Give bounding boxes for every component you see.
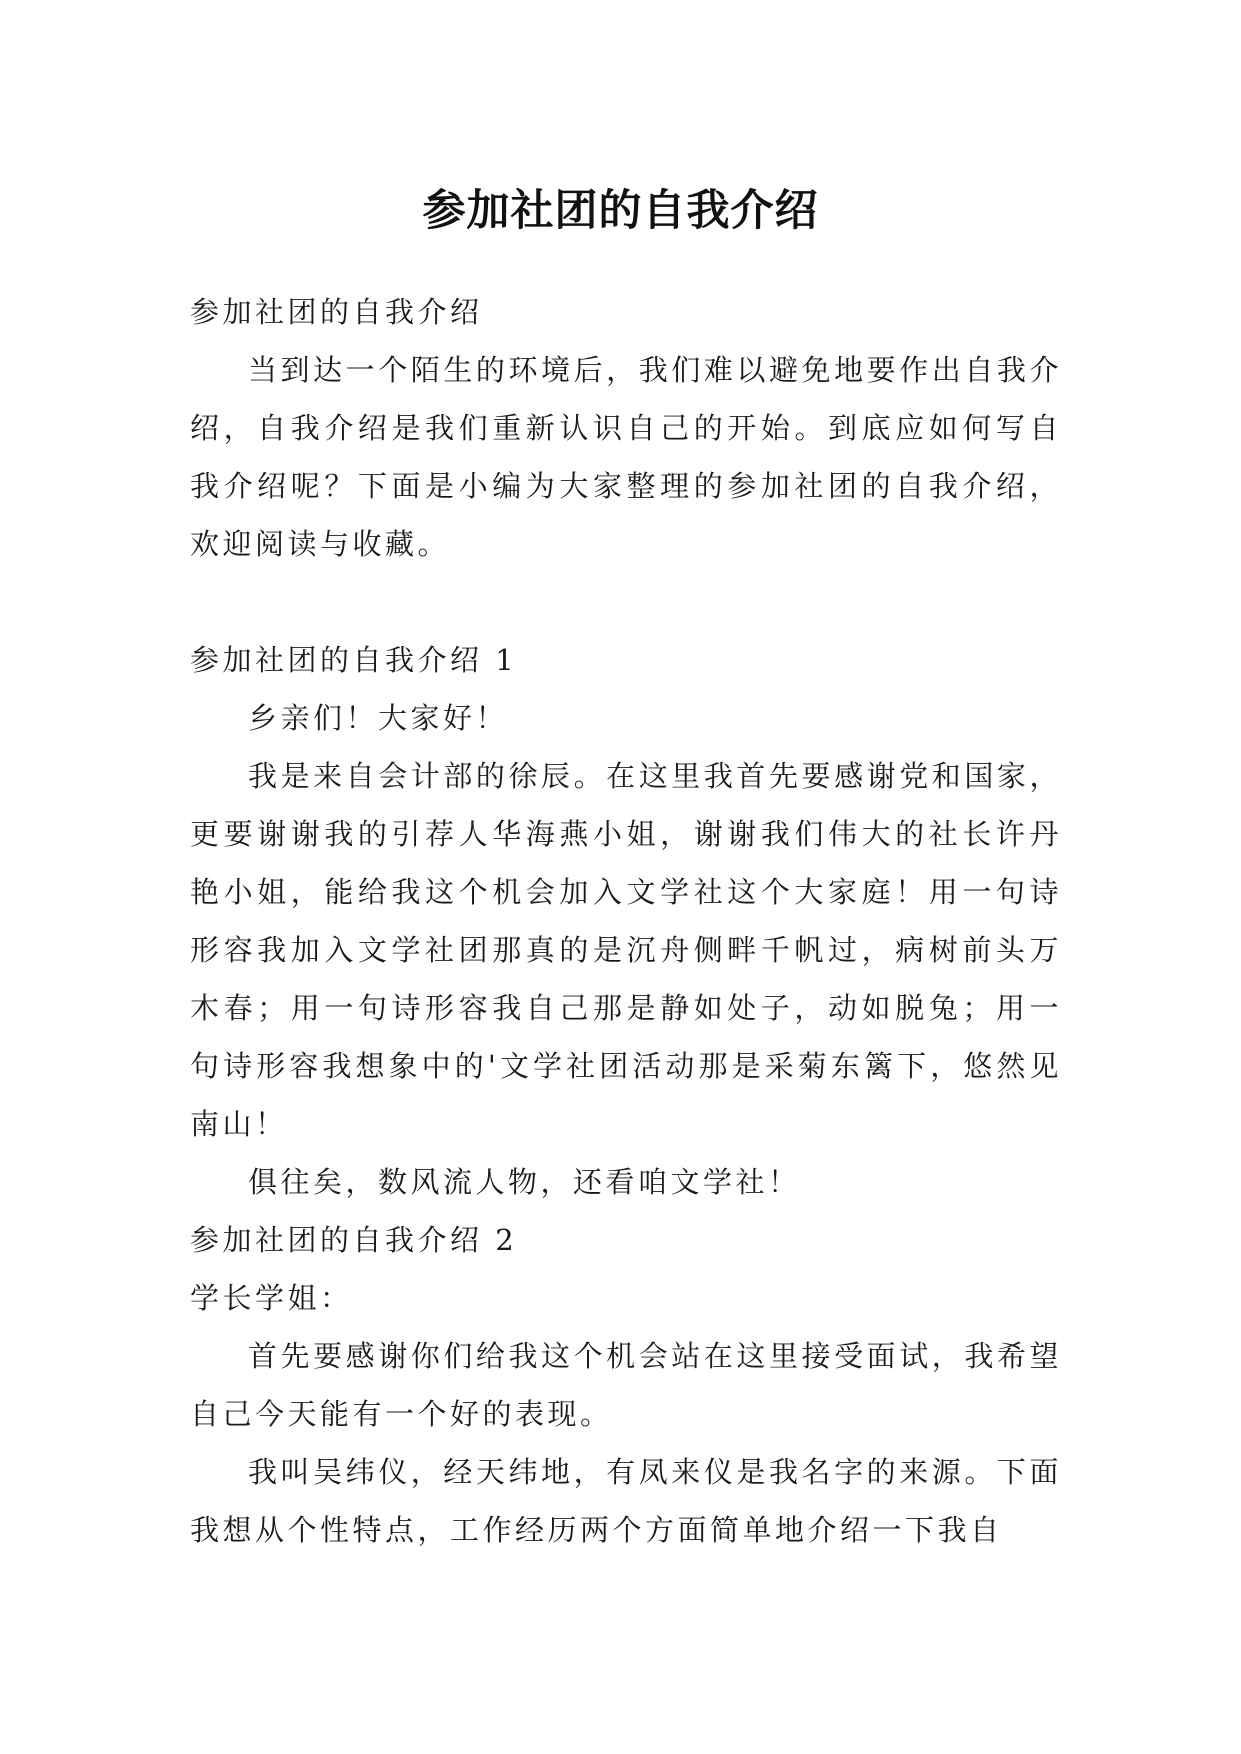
section-heading: 参加社团的自我介绍 bbox=[190, 295, 483, 329]
paragraph-spacer bbox=[190, 573, 1062, 631]
body-paragraph: 我是来自会计部的徐辰。在这里我首先要感谢党和国家，更要谢谢我的引荐人华海燕小姐，谢谢我们伟大的社长许丹艳小姐，能给我这个机会加入文学社这个大家庭！用一句诗形容我加入文学社团那真的是沉舟侧畔千帆过，病树前头万木春；用一句诗形容我自己那是静如处子，动如脱兔；用一句诗形容我想象中的'文学社团活动那是采菊东篱下，悠然见南山！ bbox=[190, 759, 1062, 1141]
section-heading-1: 参加社团的自我介绍 1 bbox=[190, 643, 518, 677]
salutation: 学长学姐： bbox=[190, 1281, 353, 1315]
body-paragraph: 我叫吴纬仪，经天纬地，有凤来仪是我名字的来源。下面我想从个性特点，工作经历两个方面简单地介绍一下我自 bbox=[190, 1455, 1062, 1547]
intro-paragraph: 当到达一个陌生的环境后，我们难以避免地要作出自我介绍，自我介绍是我们重新认识自己的开始。到底应如何写自我介绍呢？下面是小编为大家整理的参加社团的自我介绍，欢迎阅读与收藏。 bbox=[190, 353, 1062, 561]
section-heading-2: 参加社团的自我介绍 2 bbox=[190, 1223, 518, 1257]
greeting-paragraph: 乡亲们！大家好！ bbox=[248, 701, 509, 735]
document-body bbox=[190, 283, 1062, 1559]
body-paragraph: 首先要感谢你们给我这个机会站在这里接受面试，我希望自己今天能有一个好的表现。 bbox=[190, 1339, 1062, 1431]
closing-paragraph: 俱往矣，数风流人物，还看咱文学社！ bbox=[248, 1165, 801, 1199]
document-title: 参加社团的自我介绍 bbox=[422, 185, 819, 236]
